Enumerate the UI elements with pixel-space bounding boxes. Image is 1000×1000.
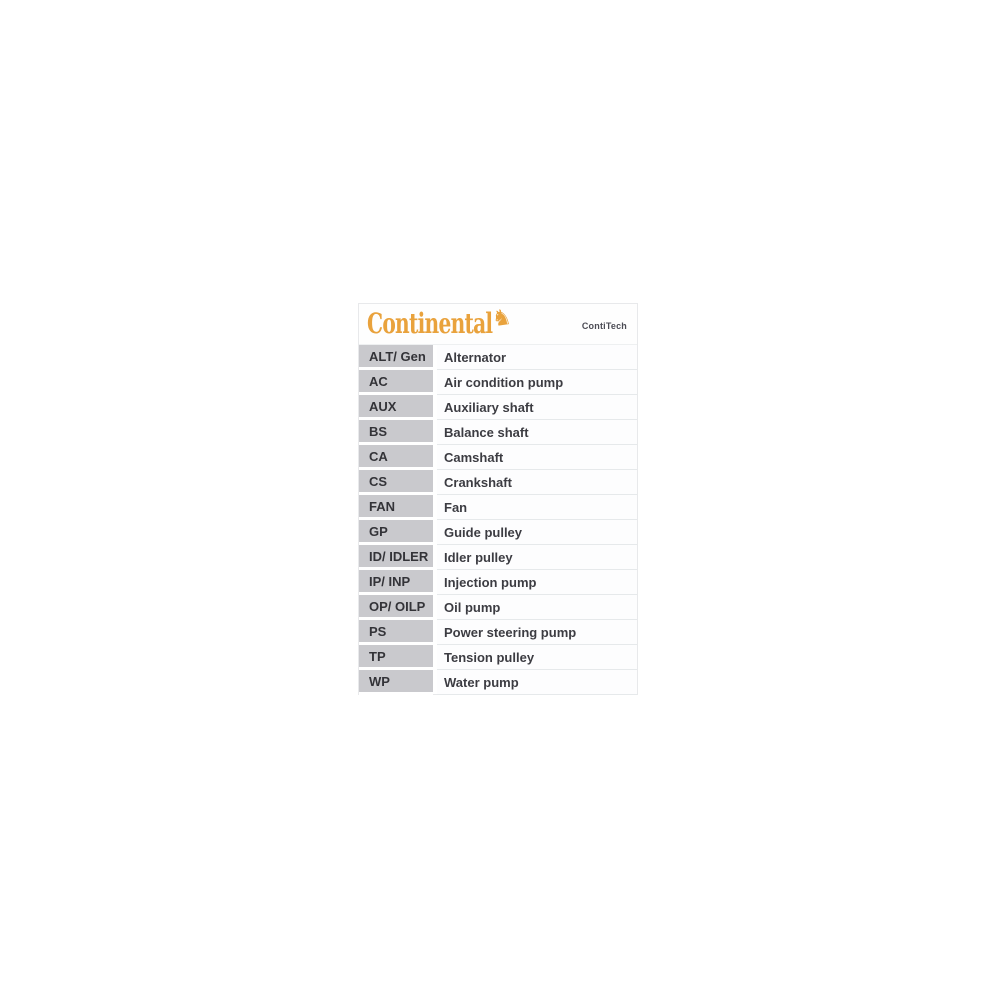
continental-logo [367, 304, 514, 340]
description-cell: Guide pulley [437, 520, 637, 545]
horse-icon: ♞ [490, 304, 514, 333]
legend-rows [359, 345, 637, 695]
abbreviation-cell: AC [359, 370, 433, 395]
table-row [359, 470, 637, 495]
description-cell: Crankshaft [437, 470, 637, 495]
table-row [359, 645, 637, 670]
table-row [359, 670, 637, 695]
abbreviation-cell: BS [359, 420, 433, 445]
table-row [359, 545, 637, 570]
description-cell: Injection pump [437, 570, 637, 595]
table-row [359, 570, 637, 595]
contitech-label: ContiTech [581, 321, 627, 331]
description-cell: Power steering pump [437, 620, 637, 645]
table-row [359, 620, 637, 645]
abbreviation-cell: PS [359, 620, 433, 645]
description-cell: Tension pulley [437, 645, 637, 670]
description-cell: Idler pulley [437, 545, 637, 570]
description-cell: Fan [437, 495, 637, 520]
description-cell: Air condition pump [437, 370, 637, 395]
abbreviation-cell: IP/ INP [359, 570, 433, 595]
table-row [359, 395, 637, 420]
abbreviation-cell: ID/ IDLER [359, 545, 433, 570]
abbreviation-cell: ALT/ Gen [359, 345, 433, 370]
description-cell: Oil pump [437, 595, 637, 620]
description-cell: Camshaft [437, 445, 637, 470]
abbreviation-cell: TP [359, 645, 433, 670]
table-row [359, 345, 637, 370]
abbreviation-cell: WP [359, 670, 433, 695]
brand-header [359, 304, 637, 345]
table-row [359, 495, 637, 520]
description-cell: Balance shaft [437, 420, 637, 445]
description-cell: Alternator [437, 345, 637, 370]
description-cell: Water pump [437, 670, 637, 695]
abbreviation-legend-card [358, 303, 638, 695]
table-row [359, 420, 637, 445]
abbreviation-cell: FAN [359, 495, 433, 520]
table-row [359, 370, 637, 395]
abbreviation-cell: GP [359, 520, 433, 545]
abbreviation-cell: OP/ OILP [359, 595, 433, 620]
abbreviation-cell: AUX [359, 395, 433, 420]
abbreviation-cell: CA [359, 445, 433, 470]
table-row [359, 445, 637, 470]
abbreviation-cell: CS [359, 470, 433, 495]
table-row [359, 520, 637, 545]
description-cell: Auxiliary shaft [437, 395, 637, 420]
continental-logo-text: Continental [367, 307, 493, 340]
table-row [359, 595, 637, 620]
